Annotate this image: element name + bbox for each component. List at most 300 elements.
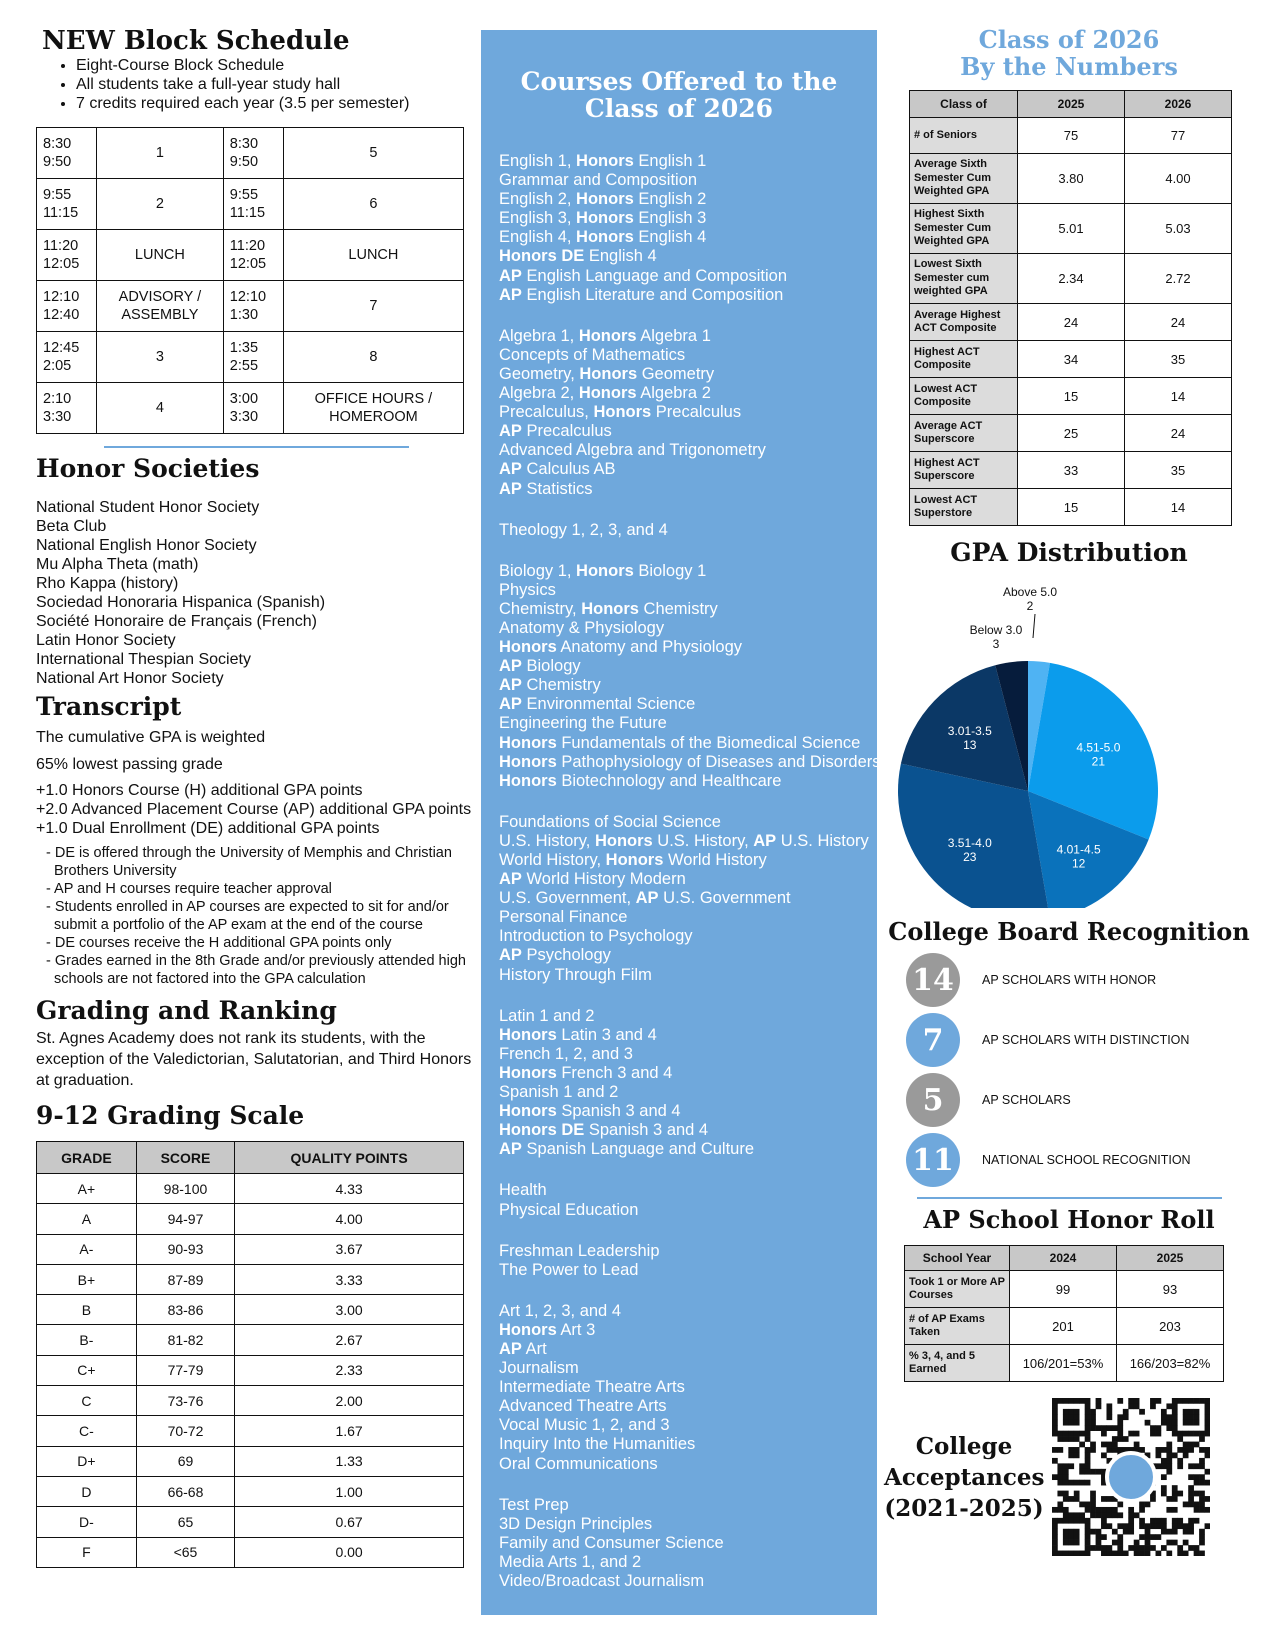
course-level-tag: AP bbox=[499, 266, 522, 285]
course-item bbox=[499, 813, 877, 832]
grade-cell: C bbox=[37, 1386, 137, 1416]
grade-cell: 69 bbox=[136, 1446, 234, 1476]
grade-cell: 1.33 bbox=[235, 1446, 464, 1476]
courses-panel bbox=[481, 30, 881, 1615]
pie-category-label: 3.01-3.5 bbox=[947, 724, 992, 739]
honor-roll-row bbox=[905, 1308, 1224, 1345]
course-name: Precalculus bbox=[651, 403, 742, 422]
numbers-label: Lowest Sixth Semester cum weighted GPA bbox=[910, 254, 1018, 304]
numbers-value: 24 bbox=[1018, 304, 1125, 341]
course-level-tag: Honors DE bbox=[499, 247, 585, 266]
course-name: Inquiry Into the Humanities bbox=[499, 1435, 696, 1454]
honor-roll-header-cell: School Year bbox=[905, 1246, 1010, 1271]
course-name: French 3 and 4 bbox=[556, 1063, 673, 1082]
course-item bbox=[499, 521, 877, 540]
recognition-list bbox=[884, 953, 1254, 1187]
course-name: Anatomy & Physiology bbox=[499, 618, 665, 637]
honor-roll-value: 201 bbox=[1010, 1308, 1117, 1345]
pie-category-label: Below 3.0 bbox=[969, 623, 1023, 637]
block-bullets bbox=[76, 56, 476, 113]
course-level-tag: AP bbox=[499, 676, 522, 695]
grade-row bbox=[37, 1234, 464, 1264]
pie-category-label: 4.01-4.5 bbox=[1056, 842, 1101, 857]
course-name: Geometry bbox=[637, 364, 715, 383]
gpa-point-item: +2.0 Advanced Placement Course (AP) additional GPA points bbox=[36, 801, 472, 818]
course-name: Media Arts 1, and 2 bbox=[499, 1552, 642, 1571]
schedule-time: 8:30 9:50 bbox=[223, 128, 283, 179]
grade-row bbox=[37, 1446, 464, 1476]
numbers-label: Average Sixth Semester Cum Weighted GPA bbox=[910, 154, 1018, 204]
gpa-pie-chart bbox=[884, 568, 1254, 908]
course-name: Chemistry bbox=[521, 676, 601, 695]
course-group bbox=[499, 1181, 877, 1219]
course-group bbox=[499, 813, 877, 985]
course-item bbox=[499, 1378, 877, 1397]
grade-cell: 2.67 bbox=[235, 1325, 464, 1355]
honor-roll-label: Took 1 or More AP Courses bbox=[905, 1271, 1010, 1308]
course-item bbox=[499, 1242, 877, 1261]
schedule-row bbox=[37, 383, 464, 434]
honor-roll-value: 203 bbox=[1117, 1308, 1224, 1345]
honor-societies-title: Honor Societies bbox=[36, 454, 260, 483]
block-bullet: • All students take a full-year study hall bbox=[76, 75, 476, 94]
course-name: Physical Education bbox=[499, 1200, 639, 1219]
course-level-tag: Honors bbox=[594, 831, 653, 850]
numbers-title bbox=[884, 26, 1254, 80]
course-group bbox=[499, 1302, 877, 1474]
grade-cell: 2.00 bbox=[235, 1386, 464, 1416]
schedule-row bbox=[37, 281, 464, 332]
numbers-row bbox=[910, 154, 1232, 204]
course-item bbox=[499, 1340, 877, 1359]
recognition-title: College Board Recognition bbox=[888, 917, 1250, 946]
course-group bbox=[499, 327, 877, 499]
course-item bbox=[499, 1496, 877, 1515]
pie-category-label: Above 5.0 bbox=[1002, 585, 1058, 599]
course-name: 3D Design Principles bbox=[499, 1514, 653, 1533]
schedule-period: 6 bbox=[283, 179, 463, 230]
course-item bbox=[499, 422, 877, 441]
course-name: Algebra 1, bbox=[499, 326, 579, 345]
grade-header-row bbox=[37, 1142, 464, 1174]
grading-scale-title: 9-12 Grading Scale bbox=[36, 1101, 305, 1130]
numbers-value: 35 bbox=[1125, 452, 1232, 489]
course-name: World History Modern bbox=[521, 870, 686, 889]
course-level-tag: Honors bbox=[499, 1320, 557, 1339]
course-name: Pathophysiology of Diseases and Disorders bbox=[556, 752, 881, 771]
grade-cell: 73-76 bbox=[136, 1386, 234, 1416]
course-name: Theology 1, 2, 3, and 4 bbox=[499, 520, 668, 539]
course-level-tag: Honors bbox=[581, 599, 639, 618]
course-level-tag: Honors bbox=[576, 190, 634, 209]
course-group bbox=[499, 152, 877, 305]
course-item bbox=[499, 581, 877, 600]
numbers-row bbox=[910, 204, 1232, 254]
grade-row bbox=[37, 1295, 464, 1325]
grade-cell: 70-72 bbox=[136, 1416, 234, 1446]
grade-row bbox=[37, 1476, 464, 1506]
numbers-row bbox=[910, 341, 1232, 378]
course-item bbox=[499, 1007, 877, 1026]
course-name: The Power to Lead bbox=[499, 1260, 639, 1279]
numbers-value: 25 bbox=[1018, 415, 1125, 452]
numbers-title-line2: By the Numbers bbox=[960, 52, 1178, 81]
course-name: Chemistry bbox=[638, 599, 718, 618]
course-name: Spanish 3 and 4 bbox=[584, 1121, 709, 1140]
course-item bbox=[499, 1515, 877, 1534]
numbers-value: 34 bbox=[1018, 341, 1125, 378]
course-item bbox=[499, 619, 877, 638]
schedule-period: OFFICE HOURS / HOMEROOM bbox=[283, 383, 463, 434]
course-level-tag: AP bbox=[499, 657, 522, 676]
course-name: Chemistry, bbox=[499, 599, 582, 618]
course-name: Foundations of Social Science bbox=[499, 812, 721, 831]
numbers-header-cell: 2025 bbox=[1018, 91, 1125, 118]
schedule-row bbox=[37, 230, 464, 281]
schedule-period: 3 bbox=[97, 332, 224, 383]
pie-value-label: 3 bbox=[992, 637, 1000, 651]
grade-cell: 3.67 bbox=[235, 1234, 464, 1264]
course-name: Physics bbox=[499, 580, 556, 599]
numbers-value: 77 bbox=[1125, 118, 1232, 154]
course-level-tag: Honors bbox=[576, 228, 634, 247]
recognition-count-badge: 11 bbox=[906, 1133, 960, 1187]
honor-roll-value: 166/203=82% bbox=[1117, 1345, 1224, 1382]
grade-cell: 94-97 bbox=[136, 1204, 234, 1234]
course-name: Health bbox=[499, 1181, 547, 1200]
course-level-tag: Honors bbox=[579, 364, 638, 383]
block-schedule-table bbox=[36, 127, 464, 434]
grade-row bbox=[37, 1355, 464, 1385]
course-item bbox=[499, 695, 877, 714]
course-name: Family and Consumer Science bbox=[499, 1533, 724, 1552]
course-item bbox=[499, 460, 877, 479]
numbers-label: Lowest ACT Composite bbox=[910, 378, 1018, 415]
course-name: U.S. Government, bbox=[499, 889, 636, 908]
pie-category-label: 4.51-5.0 bbox=[1076, 740, 1121, 755]
course-name: Art 3 bbox=[556, 1320, 596, 1339]
acceptances-line1: College bbox=[915, 1432, 1013, 1460]
course-level-tag: Honors DE bbox=[499, 1121, 585, 1140]
course-name: Anatomy and Physiology bbox=[556, 638, 743, 657]
schedule-time: 8:30 9:50 bbox=[37, 128, 97, 179]
numbers-label: Highest ACT Superscore bbox=[910, 452, 1018, 489]
divider bbox=[104, 446, 409, 448]
course-level-tag: Honors bbox=[499, 1102, 557, 1121]
course-item bbox=[499, 657, 877, 676]
course-name: Engineering the Future bbox=[499, 714, 667, 733]
schedule-time: 9:55 11:15 bbox=[37, 179, 97, 230]
recognition-label: NATIONAL SCHOOL RECOGNITION bbox=[982, 1153, 1191, 1167]
recognition-item bbox=[906, 1073, 1254, 1127]
course-level-tag: AP bbox=[499, 460, 522, 479]
grade-cell: 66-68 bbox=[136, 1476, 234, 1506]
transcript-note: - DE is offered through the University of Memphis and Christian Brothers University bbox=[46, 845, 452, 879]
course-name: Algebra 2 bbox=[636, 384, 711, 403]
course-name: Fundamentals of the Biomedical Science bbox=[556, 733, 861, 752]
course-level-tag: AP bbox=[499, 285, 522, 304]
honor-roll-header-cell: 2025 bbox=[1117, 1246, 1224, 1271]
grade-cell: A bbox=[37, 1204, 137, 1234]
numbers-label: Average Highest ACT Composite bbox=[910, 304, 1018, 341]
grade-cell: 4.00 bbox=[235, 1204, 464, 1234]
course-item bbox=[499, 384, 877, 403]
schedule-time: 11:20 12:05 bbox=[37, 230, 97, 281]
course-item bbox=[499, 1435, 877, 1454]
course-level-tag: AP bbox=[499, 479, 522, 498]
course-level-tag: Honors bbox=[593, 403, 652, 422]
course-level-tag: Honors bbox=[499, 752, 557, 771]
course-item bbox=[499, 1140, 877, 1159]
numbers-label: Average ACT Superscore bbox=[910, 415, 1018, 452]
course-name: French 1, 2, and 3 bbox=[499, 1044, 633, 1063]
course-name: Grammar and Composition bbox=[499, 171, 698, 190]
numbers-value: 75 bbox=[1018, 118, 1125, 154]
course-item bbox=[499, 1181, 877, 1200]
course-name: English 3, bbox=[499, 209, 577, 228]
grade-cell: D+ bbox=[37, 1446, 137, 1476]
college-acceptances-label[interactable] bbox=[884, 1431, 1044, 1524]
course-level-tag: Honors bbox=[578, 384, 637, 403]
course-item bbox=[499, 676, 877, 695]
ranking-text: St. Agnes Academy does not rank its students, with the exception of the Valedictorian, Salutatorian, and Third Honors at graduation. bbox=[36, 1030, 472, 1089]
numbers-value: 3.80 bbox=[1018, 154, 1125, 204]
honor-roll-row bbox=[905, 1271, 1224, 1308]
numbers-value: 24 bbox=[1125, 304, 1232, 341]
course-item bbox=[499, 1359, 877, 1378]
grade-cell: 83-86 bbox=[136, 1295, 234, 1325]
honor-society-item: Mu Alpha Theta (math) bbox=[36, 556, 199, 573]
schedule-time: 12:45 2:05 bbox=[37, 332, 97, 383]
course-name: Biology 1, bbox=[499, 561, 577, 580]
recognition-count-badge: 14 bbox=[906, 953, 960, 1007]
course-name: History Through Film bbox=[499, 965, 652, 984]
gpa-point-item: +1.0 Honors Course (H) additional GPA points bbox=[36, 782, 363, 799]
pie-value-label: 12 bbox=[1071, 856, 1086, 871]
course-name: English 1, bbox=[499, 152, 577, 170]
grade-cell: A+ bbox=[37, 1174, 137, 1204]
course-level-tag: AP bbox=[499, 1140, 522, 1159]
course-name: English Language and Composition bbox=[521, 266, 788, 285]
course-level-tag: AP bbox=[635, 889, 659, 908]
course-item bbox=[499, 714, 877, 733]
course-name: U.S. History, bbox=[499, 831, 595, 850]
grade-cell: D bbox=[37, 1476, 137, 1506]
course-name: U.S. Government bbox=[658, 889, 791, 908]
acceptances-line2: Acceptances bbox=[884, 1463, 1045, 1491]
course-name: Algebra 2, bbox=[499, 384, 579, 403]
pie-category-label: 3.51-4.0 bbox=[947, 835, 992, 850]
schedule-time: 9:55 11:15 bbox=[223, 179, 283, 230]
grade-row bbox=[37, 1537, 464, 1567]
course-level-tag: Honors bbox=[499, 1063, 557, 1082]
numbers-value: 2.34 bbox=[1018, 254, 1125, 304]
grade-cell: C+ bbox=[37, 1355, 137, 1385]
grade-cell: B bbox=[37, 1295, 137, 1325]
course-name: Environmental Science bbox=[521, 695, 696, 714]
course-name: Geometry, bbox=[499, 364, 580, 383]
course-item bbox=[499, 889, 877, 908]
gpa-points bbox=[36, 781, 476, 838]
course-name: Art bbox=[521, 1339, 547, 1358]
honor-roll-table bbox=[904, 1245, 1224, 1382]
numbers-table bbox=[909, 90, 1232, 526]
block-bullet: • 7 credits required each year (3.5 per semester) bbox=[76, 94, 476, 113]
course-name: Calculus AB bbox=[521, 460, 616, 479]
course-name: English 1 bbox=[633, 152, 707, 170]
leader-line bbox=[1033, 614, 1035, 638]
course-name: Video/Broadcast Journalism bbox=[499, 1572, 705, 1590]
course-name: Algebra 1 bbox=[636, 326, 711, 345]
course-name: Intermediate Theatre Arts bbox=[499, 1378, 685, 1397]
course-level-tag: Honors bbox=[499, 771, 557, 790]
course-item bbox=[499, 1397, 877, 1416]
recognition-label: AP SCHOLARS bbox=[982, 1093, 1071, 1107]
course-item bbox=[499, 1102, 877, 1121]
transcript-passing: 65% lowest passing grade bbox=[36, 756, 223, 773]
honor-roll-header-cell: 2024 bbox=[1010, 1246, 1117, 1271]
grade-cell: 77-79 bbox=[136, 1355, 234, 1385]
course-item bbox=[499, 1321, 877, 1340]
course-item bbox=[499, 1121, 877, 1140]
gpa-distribution-title: GPA Distribution bbox=[950, 538, 1188, 567]
course-item bbox=[499, 209, 877, 228]
schedule-row bbox=[37, 179, 464, 230]
honor-roll-label: # of AP Exams Taken bbox=[905, 1308, 1010, 1345]
schedule-period: 7 bbox=[283, 281, 463, 332]
numbers-header-cell: Class of bbox=[910, 91, 1018, 118]
course-level-tag: AP bbox=[499, 422, 522, 441]
course-level-tag: Honors bbox=[576, 152, 634, 170]
grade-cell: D- bbox=[37, 1507, 137, 1537]
course-item bbox=[499, 171, 877, 190]
pie-value-label: 2 bbox=[1026, 599, 1034, 613]
honor-society-item: Rho Kappa (history) bbox=[36, 575, 179, 592]
honor-roll-header-row bbox=[905, 1246, 1224, 1271]
course-name: Statistics bbox=[521, 479, 593, 498]
course-level-tag: Honors bbox=[576, 209, 634, 228]
pie-value-label: 21 bbox=[1091, 754, 1106, 769]
grade-cell: 3.00 bbox=[235, 1295, 464, 1325]
numbers-row bbox=[910, 452, 1232, 489]
course-level-tag: Honors bbox=[578, 326, 637, 345]
course-item bbox=[499, 1026, 877, 1045]
course-item bbox=[499, 1045, 877, 1064]
grade-cell: 87-89 bbox=[136, 1264, 234, 1294]
schedule-period: LUNCH bbox=[97, 230, 224, 281]
grade-cell: 98-100 bbox=[136, 1174, 234, 1204]
course-level-tag: Honors bbox=[576, 561, 634, 580]
course-item bbox=[499, 600, 877, 619]
numbers-value: 15 bbox=[1018, 378, 1125, 415]
honor-society-item: Sociedad Honoraria Hispanica (Spanish) bbox=[36, 594, 326, 611]
grade-cell: 0.67 bbox=[235, 1507, 464, 1537]
numbers-row bbox=[910, 489, 1232, 526]
block-bullet: • Eight-Course Block Schedule bbox=[76, 56, 476, 75]
course-name: Biology bbox=[521, 657, 581, 676]
numbers-row bbox=[910, 254, 1232, 304]
transcript-notes bbox=[36, 844, 476, 988]
course-name: Biology 1 bbox=[633, 561, 707, 580]
course-item bbox=[499, 1572, 877, 1591]
course-item bbox=[499, 327, 877, 346]
course-name: English 3 bbox=[633, 209, 707, 228]
course-item bbox=[499, 1416, 877, 1435]
schedule-time: 1:35 2:55 bbox=[223, 332, 283, 383]
course-name: Oral Communications bbox=[499, 1454, 658, 1473]
numbers-label: # of Seniors bbox=[910, 118, 1018, 154]
numbers-value: 5.01 bbox=[1018, 204, 1125, 254]
grade-cell: 81-82 bbox=[136, 1325, 234, 1355]
schedule-period: 4 bbox=[97, 383, 224, 434]
course-name: English Literature and Composition bbox=[521, 285, 784, 304]
transcript-note: - AP and H courses require teacher approval bbox=[46, 881, 332, 897]
grade-cell: B+ bbox=[37, 1264, 137, 1294]
grading-ranking-title: Grading and Ranking bbox=[36, 996, 337, 1025]
course-name: Latin 1 and 2 bbox=[499, 1006, 595, 1025]
numbers-value: 14 bbox=[1125, 378, 1232, 415]
honor-society-item: Latin Honor Society bbox=[36, 632, 176, 649]
course-level-tag: AP bbox=[499, 946, 522, 965]
course-level-tag: AP bbox=[499, 695, 522, 714]
course-item bbox=[499, 1261, 877, 1280]
course-name: Introduction to Psychology bbox=[499, 927, 693, 946]
course-item bbox=[499, 946, 877, 965]
recognition-label: AP SCHOLARS WITH DISTINCTION bbox=[982, 1033, 1190, 1047]
honor-societies-list bbox=[36, 498, 476, 688]
course-item bbox=[499, 1064, 877, 1083]
transcript-title: Transcript bbox=[36, 692, 182, 721]
course-item bbox=[499, 638, 877, 657]
honor-society-item: National Student Honor Society bbox=[36, 499, 260, 516]
schedule-time: 3:00 3:30 bbox=[223, 383, 283, 434]
grade-header-cell: QUALITY POINTS bbox=[235, 1142, 464, 1174]
transcript-gpa: The cumulative GPA is weighted bbox=[36, 729, 266, 746]
course-item bbox=[499, 403, 877, 422]
courses-title: Courses Offered to the Class of 2026 bbox=[520, 67, 838, 123]
course-group bbox=[499, 1242, 877, 1280]
course-item bbox=[499, 441, 877, 460]
course-item bbox=[499, 346, 877, 365]
course-name: Personal Finance bbox=[499, 908, 628, 927]
course-name: Advanced Theatre Arts bbox=[499, 1397, 667, 1416]
schedule-time: 12:10 12:40 bbox=[37, 281, 97, 332]
schedule-row bbox=[37, 332, 464, 383]
course-name: English 4 bbox=[584, 247, 657, 266]
pie-value-label: 23 bbox=[963, 849, 977, 864]
right-column bbox=[884, 26, 1254, 1556]
course-name: Psychology bbox=[521, 946, 611, 965]
grade-cell: 90-93 bbox=[136, 1234, 234, 1264]
course-item bbox=[499, 966, 877, 985]
course-item bbox=[499, 772, 877, 791]
course-level-tag: AP bbox=[499, 1339, 522, 1358]
course-name: Spanish Language and Culture bbox=[521, 1140, 755, 1159]
qr-code-icon[interactable] bbox=[1052, 1398, 1210, 1556]
course-name: English 4, bbox=[499, 228, 577, 247]
course-name: Art 1, 2, 3, and 4 bbox=[499, 1301, 621, 1320]
course-name: Spanish 1 and 2 bbox=[499, 1083, 619, 1102]
grade-cell: 0.00 bbox=[235, 1537, 464, 1567]
grade-cell: C- bbox=[37, 1416, 137, 1446]
course-level-tag: Honors bbox=[499, 638, 557, 657]
course-item bbox=[499, 267, 877, 286]
honor-roll-title: AP School Honor Roll bbox=[923, 1205, 1215, 1234]
transcript-note: - DE courses receive the H additional GPA points only bbox=[46, 935, 392, 951]
course-item bbox=[499, 908, 877, 927]
schedule-period: 8 bbox=[283, 332, 463, 383]
grade-row bbox=[37, 1174, 464, 1204]
